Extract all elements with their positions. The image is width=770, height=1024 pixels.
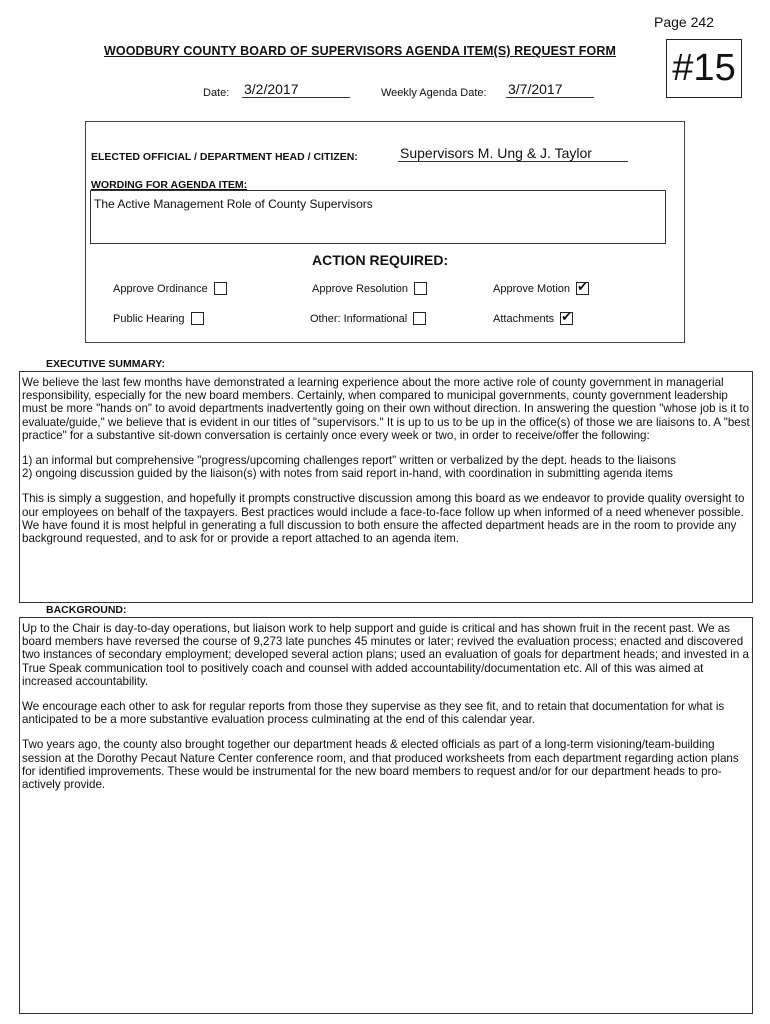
wording-label: WORDING FOR AGENDA ITEM: [91,179,248,191]
option-label: Approve Motion [493,282,571,295]
option-approve-resolution[interactable] [312,282,427,295]
executive-summary-paragraph: This is simply a suggestion, and hopefully it prompts constructive discussion among this board as we endeavor to provide quality oversight to our employees on behalf of the taxpayers. Best practices would include a face-to-face follow up when informed of a need whenever possible. We have found it is most helpful in generating a full discussion to both ensure the affected department heads are in the room to provide any background requested, and to ask for or provide a report attached to an agenda item. [22,492,745,546]
date-label: Date: [203,87,230,99]
option-label: Approve Ordinance [113,282,208,295]
wording-text: The Active Management Role of County Supervisors [94,197,373,211]
executive-summary-heading: EXECUTIVE SUMMARY: [46,358,166,370]
option-label: Approve Resolution [312,282,409,295]
executive-summary-list-item: 2) ongoing discussion guided by the liaison(s) with notes from said report in-hand, with coordination in submitting agenda items [22,467,673,481]
executive-summary-paragraph: We believe the last few months have demonstrated a learning experience about the more active role of county government in managerial responsibility, especially for the new board members. Certainly, when compared to municipal governments, county government leadership must be more "hands on" to avoid departments inadvertently going on their own without direction. In answering the question "whose job is it to evaluate/guide," we believe that is evident in our titles of "supervisors." It is up to us to be up in the office(s) of those we are liaisons to. A "best practice" for a substantive sit-down conversation is certainly once every week or two, in order to receive/offer the following: [22,376,750,442]
date-field[interactable]: 3/2/2017 [242,81,350,98]
official-field[interactable]: Supervisors M. Ung & J. Taylor [398,145,628,162]
weekly-agenda-date-label: Weekly Agenda Date: [381,87,487,99]
background-heading: BACKGROUND: [46,604,127,616]
action-required-title: ACTION REQUIRED: [312,252,449,268]
wording-field[interactable] [90,190,666,244]
weekly-agenda-date-field[interactable]: 3/7/2017 [506,81,594,98]
option-approve-motion[interactable] [493,282,589,295]
checkbox-approve-resolution[interactable] [414,282,427,295]
background-paragraph: Up to the Chair is day-to-day operations, but liaison work to help support and guide is critical and has shown fruit in the recent past. We as board members have reversed the course of 9,273 late punches 45 minutes or later; revived the evaluation process; enacted and discovered two instances of secondary employment; developed several action plans; used an evaluation of goals for department heads; and invested in a True Speak communication tool to positively coach and counsel with added accountability/documentation etc. All of this was aimed at increased accountability. [22,622,749,688]
option-other-informational[interactable] [310,312,426,325]
item-number-box [666,39,742,98]
option-approve-ordinance[interactable] [113,282,227,295]
option-label: Other: Informational [310,312,408,325]
background-box[interactable] [19,617,753,1014]
item-number: #15 [672,47,736,89]
background-paragraph: Two years ago, the county also brought together our department heads & elected officials as part of a long-term visioning/team-building session at the Dorothy Pecaut Nature Center conference room, and that produced worksheets from each department regarding action plans for identified improvements. These would be instrumental for the new board members to request and/or for our department heads to pro-actively provide. [22,738,739,792]
option-public-hearing[interactable] [113,312,204,325]
official-label: ELECTED OFFICIAL / DEPARTMENT HEAD / CITIZEN: [91,151,358,163]
checkbox-approve-motion[interactable] [576,282,589,295]
option-attachments[interactable] [493,312,573,325]
option-label: Attachments [493,312,555,325]
form-title: WOODBURY COUNTY BOARD OF SUPERVISORS AGENDA ITEM(S) REQUEST FORM [104,44,616,58]
checkbox-public-hearing[interactable] [191,312,204,325]
checkbox-other-informational[interactable] [413,312,426,325]
option-label: Public Hearing [113,312,185,325]
checkbox-approve-ordinance[interactable] [214,282,227,295]
background-paragraph: We encourage each other to ask for regular reports from those they supervise as they see fit, and to retain that documentation for what is anticipated to be a more substantive evaluation process culminating at the end of this calendar year. [22,700,725,727]
checkbox-attachments[interactable] [560,312,573,325]
page-number: Page 242 [654,14,714,30]
executive-summary-box[interactable] [19,371,753,603]
executive-summary-list-item: 1) an informal but comprehensive "progress/upcoming challenges report" written or verbalized by the dept. heads to the liaisons [22,454,676,468]
